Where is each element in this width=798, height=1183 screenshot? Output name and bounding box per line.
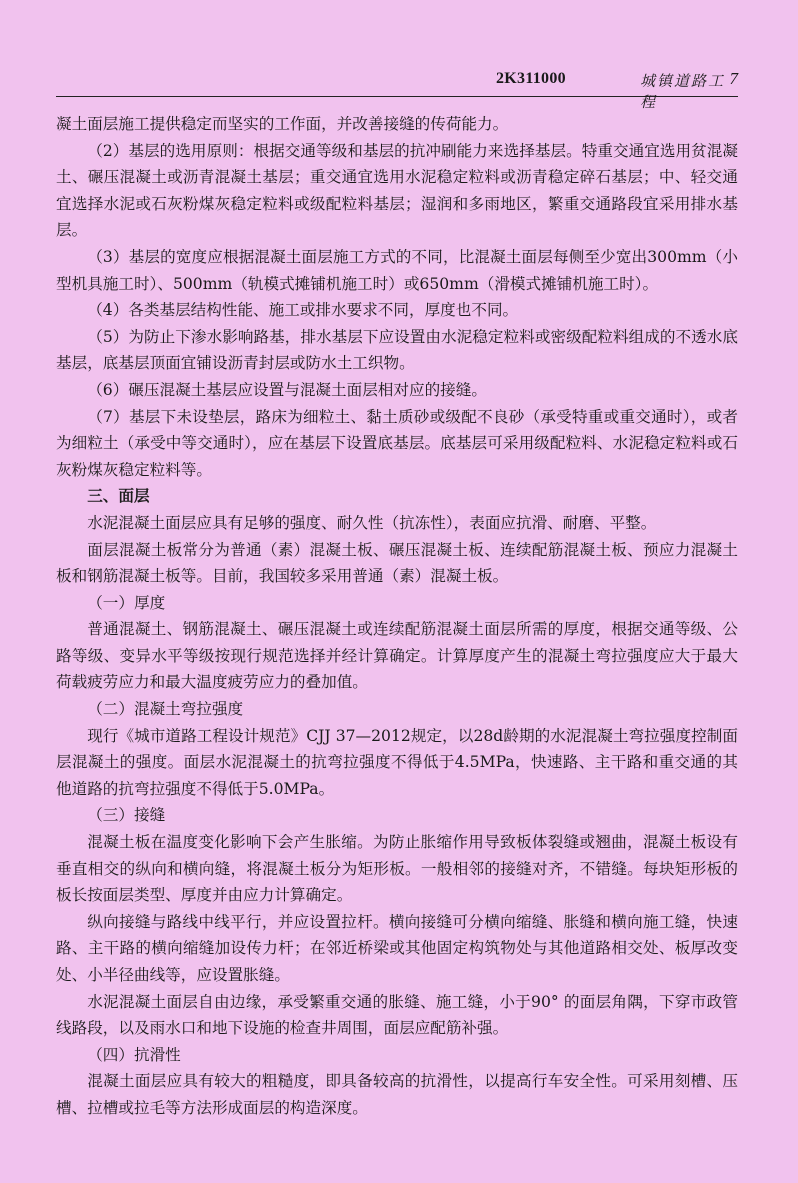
paragraph-continuation: 凝土面层施工提供稳定而坚实的工作面，并改善接缝的传荷能力。 bbox=[56, 115, 509, 133]
paragraph-subbase: （7）基层下未设垫层，路床为细粒土、黏土质砂或级配不良砂（承受特重或重交通时），或者为细粒土（承受中等交通时），应在基层下设置底基层。底基层可采用级配粒料、水泥稳定粒料或石灰粉煤灰稳定粒料等。 bbox=[56, 407, 738, 479]
page-number: 7 bbox=[729, 69, 738, 88]
paragraph-slab-types: 面层混凝土板常分为普通（素）混凝土板、碾压混凝土板、连续配筋混凝土板、预应力混凝土板和钢筋混凝土板等。目前，我国较多采用普通（素）混凝土板。 bbox=[56, 540, 738, 586]
paragraph-reinforcement: 水泥混凝土面层自由边缘，承受繁重交通的胀缝、施工缝，小于90° 的面层角隅，下穿市政管线路段，以及雨水口和地下设施的检查井周围，面层应配筋补强。 bbox=[56, 992, 738, 1038]
page-body bbox=[56, 111, 738, 1122]
subheading-thickness: （一）厚度 bbox=[87, 593, 166, 612]
chapter-code: 2K311000 bbox=[496, 70, 566, 87]
running-header bbox=[56, 68, 738, 111]
paragraph-surface-requirements: 水泥混凝土面层应具有足够的强度、耐久性（抗冻性），表面应抗滑、耐磨、平整。 bbox=[87, 513, 657, 532]
paragraph-joints-types: 纵向接缝与路线中线平行，并应设置拉杆。横向接缝可分横向缩缝、胀缝和横向施工缝，快速路、主干路的横向缩缝加设传力杆；在邻近桥梁或其他固定构筑物处与其他道路相交处、板厚改变处、小半径曲线等，应设置胀缝。 bbox=[56, 912, 738, 984]
subheading-flexural-strength: （二）混凝土弯拉强度 bbox=[87, 700, 244, 719]
paragraph-joints-general: 混凝土板在温度变化影响下会产生胀缩。为防止胀缩作用导致板体裂缝或翘曲，混凝土板设有垂直相交的纵向和横向缝，将混凝土板分为矩形板。一般相邻的接缝对齐，不错缝。每块矩形板的板长按面层类型、厚度并由应力计算确定。 bbox=[56, 833, 738, 905]
paragraph-base-thickness: （4）各类基层结构性能、施工或排水要求不同，厚度也不同。 bbox=[87, 301, 519, 320]
subheading-skid-resistance: （四）抗滑性 bbox=[87, 1045, 181, 1064]
subheading-joints: （三）接缝 bbox=[87, 806, 166, 825]
paragraph-base-width: （3）基层的宽度应根据混凝土面层施工方式的不同，比混凝土面层每侧至少宽出300mm（小型机具施工时）、500mm（轨模式摊铺机施工时）或650mm（滑模式摊铺机施工时）。 bbox=[56, 247, 738, 293]
paragraph-skid-resistance: 混凝土面层应具有较大的粗糙度，即具备较高的抗滑性，以提高行车安全性。可采用刻槽、压槽、拉槽或拉毛等方法形成面层的构造深度。 bbox=[56, 1072, 738, 1117]
paragraph-rcc-joints: （6）碾压混凝土基层应设置与混凝土面层相对应的接缝。 bbox=[87, 380, 487, 399]
paragraph-drainage-base: （5）为防止下渗水影响路基，排水基层下应设置由水泥稳定粒料或密级配粒料组成的不透水底基层，底基层顶面宜铺设沥青封层或防水土工织物。 bbox=[56, 327, 738, 373]
paragraph-thickness: 普通混凝土、钢筋混凝土、碾压混凝土或连续配筋混凝土面层所需的厚度，根据交通等级、公路等级、变异水平等级按现行规范选择并经计算确定。计算厚度产生的混凝土弯拉强度应大于最大荷载疲劳应力和最大温度疲劳应力的叠加值。 bbox=[56, 620, 738, 692]
paragraph-base-selection: （2）基层的选用原则：根据交通等级和基层的抗冲刷能力来选择基层。特重交通宜选用贫混凝土、碾压混凝土或沥青混凝土基层；重交通宜选用水泥稳定粒料或沥青稳定碎石基层；中、轻交通宜选择水泥或石灰粉煤灰稳定粒料或级配粒料基层；湿润和多雨地区，繁重交通路段宜采用排水基层。 bbox=[56, 141, 738, 240]
section-heading-surface: 三、面层 bbox=[87, 487, 150, 506]
chapter-title: 城镇道路工程 bbox=[640, 72, 726, 111]
paragraph-flexural-strength: 现行《城市道路工程设计规范》CJJ 37—2012规定，以28d龄期的水泥混凝土弯拉强度控制面层混凝土的强度。面层水泥混凝土的抗弯拉强度不得低于4.5MPa，快速路、主干路和重交通的其他道路的抗弯拉强度不得低于5.0MPa。 bbox=[56, 726, 738, 798]
